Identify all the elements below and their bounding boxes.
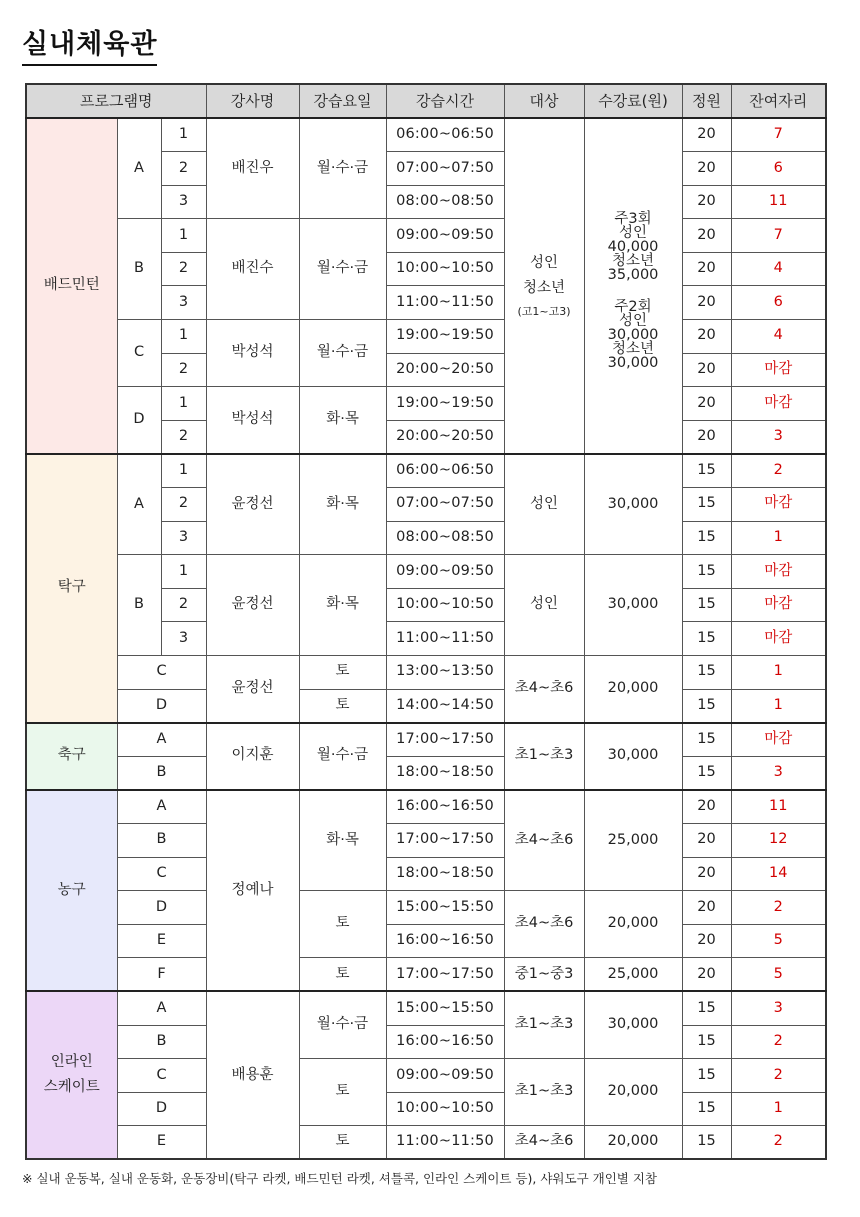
fee-line: 성인 <box>619 312 648 329</box>
schedule-table <box>25 83 827 1160</box>
time: 07:00~07:50 <box>386 488 504 522</box>
class-label: A <box>117 790 206 824</box>
capacity: 20 <box>682 118 731 152</box>
remaining-seats: 1 <box>731 656 826 690</box>
program-name-tabletennis: 탁구 <box>26 454 117 723</box>
class-number: 2 <box>161 420 206 454</box>
class-label: A <box>117 118 161 219</box>
remaining-seats: 마감 <box>731 353 826 387</box>
capacity: 20 <box>682 387 731 421</box>
header-cell: 수강료(원) <box>584 84 682 118</box>
capacity: 20 <box>682 219 731 253</box>
fee-line: 30,000 <box>607 326 659 343</box>
days: 화·목 <box>299 790 386 891</box>
remaining-seats: 2 <box>731 454 826 488</box>
time: 08:00~08:50 <box>386 185 504 219</box>
remaining-seats: 2 <box>731 1059 826 1093</box>
capacity: 15 <box>682 588 731 622</box>
capacity: 20 <box>682 958 731 992</box>
target: 초4~초6 <box>504 656 584 723</box>
program-name-badminton: 배드민턴 <box>26 118 117 454</box>
class-number: 1 <box>161 320 206 354</box>
days: 토 <box>299 689 386 723</box>
fee: 20,000 <box>584 656 682 723</box>
class-number: 1 <box>161 454 206 488</box>
class-label: C <box>117 320 161 387</box>
fee: 20,000 <box>584 891 682 958</box>
class-label: A <box>117 991 206 1025</box>
instructor: 이지훈 <box>206 723 299 790</box>
target: 초4~초6 <box>504 891 584 958</box>
days: 화·목 <box>299 387 386 454</box>
capacity: 15 <box>682 1092 731 1126</box>
fee-line: 30,000 <box>607 354 659 371</box>
days: 월·수·금 <box>299 320 386 387</box>
days: 월·수·금 <box>299 991 386 1058</box>
class-label: F <box>117 958 206 992</box>
capacity: 15 <box>682 622 731 656</box>
time: 10:00~10:50 <box>386 588 504 622</box>
fee-badminton <box>584 118 682 454</box>
header-cell: 잔여자리 <box>731 84 826 118</box>
time: 14:00~14:50 <box>386 689 504 723</box>
fee: 20,000 <box>584 1059 682 1126</box>
capacity: 20 <box>682 152 731 186</box>
remaining-seats: 1 <box>731 521 826 555</box>
capacity: 20 <box>682 320 731 354</box>
time: 10:00~10:50 <box>386 1092 504 1126</box>
fee-line: 청소년 <box>612 252 655 269</box>
capacity: 20 <box>682 823 731 857</box>
days: 월·수·금 <box>299 219 386 320</box>
target: 중1~중3 <box>504 958 584 992</box>
class-number: 2 <box>161 152 206 186</box>
target: 성인 <box>504 555 584 656</box>
class-label: D <box>117 891 206 925</box>
class-number: 1 <box>161 387 206 421</box>
target: 성인 <box>504 454 584 555</box>
remaining-seats: 4 <box>731 320 826 354</box>
time: 06:00~06:50 <box>386 454 504 488</box>
capacity: 15 <box>682 723 731 757</box>
remaining-seats: 14 <box>731 857 826 891</box>
program-name-inline <box>26 991 117 1159</box>
capacity: 20 <box>682 252 731 286</box>
class-number: 2 <box>161 488 206 522</box>
capacity: 15 <box>682 689 731 723</box>
time: 16:00~16:50 <box>386 1025 504 1059</box>
remaining-seats: 1 <box>731 1092 826 1126</box>
time: 09:00~09:50 <box>386 219 504 253</box>
time: 13:00~13:50 <box>386 656 504 690</box>
class-number: 3 <box>161 286 206 320</box>
time: 16:00~16:50 <box>386 924 504 958</box>
remaining-seats: 마감 <box>731 588 826 622</box>
instructor: 정예나 <box>206 790 299 992</box>
remaining-seats: 7 <box>731 118 826 152</box>
remaining-seats: 11 <box>731 790 826 824</box>
time: 18:00~18:50 <box>386 756 504 790</box>
fee-line: 성인 <box>619 224 648 241</box>
time: 19:00~19:50 <box>386 320 504 354</box>
instructor: 배용훈 <box>206 991 299 1159</box>
time: 18:00~18:50 <box>386 857 504 891</box>
time: 11:00~11:50 <box>386 622 504 656</box>
fee: 30,000 <box>584 723 682 790</box>
time: 06:00~06:50 <box>386 118 504 152</box>
instructor: 윤정선 <box>206 555 299 656</box>
capacity: 20 <box>682 790 731 824</box>
program-name-line: 인라인 <box>50 1054 93 1071</box>
days: 토 <box>299 1126 386 1160</box>
fee: 30,000 <box>584 454 682 555</box>
remaining-seats: 2 <box>731 891 826 925</box>
time: 15:00~15:50 <box>386 991 504 1025</box>
time: 08:00~08:50 <box>386 521 504 555</box>
fee: 30,000 <box>584 991 682 1058</box>
time: 11:00~11:50 <box>386 1126 504 1160</box>
class-number: 3 <box>161 185 206 219</box>
target-line: (고1~고3) <box>517 304 571 318</box>
header-cell: 정원 <box>682 84 731 118</box>
days: 화·목 <box>299 454 386 555</box>
target: 초4~초6 <box>504 1126 584 1160</box>
program-name-line: 스케이트 <box>43 1079 100 1096</box>
capacity: 20 <box>682 891 731 925</box>
remaining-seats: 6 <box>731 152 826 186</box>
remaining-seats: 6 <box>731 286 826 320</box>
class-label: E <box>117 1126 206 1160</box>
header-cell: 강사명 <box>206 84 299 118</box>
capacity: 15 <box>682 488 731 522</box>
fee-line: 청소년 <box>612 340 655 357</box>
target: 초1~초3 <box>504 991 584 1058</box>
capacity: 20 <box>682 924 731 958</box>
header-cell: 강습시간 <box>386 84 504 118</box>
instructor: 박성석 <box>206 320 299 387</box>
remaining-seats: 4 <box>731 252 826 286</box>
remaining-seats: 3 <box>731 991 826 1025</box>
remaining-seats: 12 <box>731 823 826 857</box>
capacity: 15 <box>682 991 731 1025</box>
days: 토 <box>299 891 386 958</box>
program-name-soccer: 축구 <box>26 723 117 790</box>
class-label: D <box>117 1092 206 1126</box>
remaining-seats: 3 <box>731 756 826 790</box>
capacity: 20 <box>682 185 731 219</box>
class-label: C <box>117 656 206 690</box>
time: 11:00~11:50 <box>386 286 504 320</box>
days: 월·수·금 <box>299 118 386 219</box>
capacity: 15 <box>682 756 731 790</box>
remaining-seats: 마감 <box>731 555 826 589</box>
instructor: 윤정선 <box>206 656 299 723</box>
header-cell: 대상 <box>504 84 584 118</box>
time: 10:00~10:50 <box>386 252 504 286</box>
class-number: 2 <box>161 353 206 387</box>
remaining-seats: 2 <box>731 1025 826 1059</box>
fee-line: 주3회 <box>614 210 652 227</box>
time: 19:00~19:50 <box>386 387 504 421</box>
days: 토 <box>299 958 386 992</box>
remaining-seats: 마감 <box>731 387 826 421</box>
fee: 25,000 <box>584 790 682 891</box>
remaining-seats: 2 <box>731 1126 826 1160</box>
capacity: 15 <box>682 656 731 690</box>
fee: 25,000 <box>584 958 682 992</box>
time: 17:00~17:50 <box>386 823 504 857</box>
class-number: 3 <box>161 622 206 656</box>
class-label: C <box>117 857 206 891</box>
time: 20:00~20:50 <box>386 420 504 454</box>
remaining-seats: 마감 <box>731 488 826 522</box>
remaining-seats: 마감 <box>731 622 826 656</box>
class-number: 1 <box>161 118 206 152</box>
instructor: 배진우 <box>206 118 299 219</box>
instructor: 박성석 <box>206 387 299 454</box>
time: 09:00~09:50 <box>386 1059 504 1093</box>
capacity: 20 <box>682 353 731 387</box>
fee-line: 40,000 <box>607 238 659 255</box>
time: 17:00~17:50 <box>386 958 504 992</box>
days: 월·수·금 <box>299 723 386 790</box>
program-name-basketball: 농구 <box>26 790 117 992</box>
class-label: B <box>117 756 206 790</box>
fee: 20,000 <box>584 1126 682 1160</box>
capacity: 15 <box>682 1126 731 1160</box>
instructor: 윤정선 <box>206 454 299 555</box>
remaining-seats: 11 <box>731 185 826 219</box>
time: 17:00~17:50 <box>386 723 504 757</box>
class-label: B <box>117 219 161 320</box>
instructor: 배진수 <box>206 219 299 320</box>
capacity: 20 <box>682 286 731 320</box>
fee: 30,000 <box>584 555 682 656</box>
page-title: 실내체육관 <box>22 28 157 66</box>
remaining-seats: 5 <box>731 958 826 992</box>
fee-line: 35,000 <box>607 266 659 283</box>
class-label: A <box>117 723 206 757</box>
time: 16:00~16:50 <box>386 790 504 824</box>
class-label: E <box>117 924 206 958</box>
class-number: 3 <box>161 521 206 555</box>
target-badminton <box>504 118 584 454</box>
header-cell: 강습요일 <box>299 84 386 118</box>
remaining-seats: 1 <box>731 689 826 723</box>
time: 15:00~15:50 <box>386 891 504 925</box>
class-label: B <box>117 555 161 656</box>
target: 초1~초3 <box>504 1059 584 1126</box>
class-label: A <box>117 454 161 555</box>
class-label: B <box>117 1025 206 1059</box>
capacity: 15 <box>682 1059 731 1093</box>
footnote: ※ 실내 운동복, 실내 운동화, 운동장비(탁구 라켓, 배드민턴 라켓, 셔틀콕, 인라인 스케이트 등), 샤워도구 개인별 지참 <box>22 1171 657 1186</box>
time: 20:00~20:50 <box>386 353 504 387</box>
capacity: 15 <box>682 521 731 555</box>
class-number: 1 <box>161 219 206 253</box>
target-line: 청소년 <box>523 280 566 297</box>
target-line: 성인 <box>530 254 559 271</box>
class-label: D <box>117 387 161 454</box>
target: 초1~초3 <box>504 723 584 790</box>
remaining-seats: 3 <box>731 420 826 454</box>
capacity: 15 <box>682 555 731 589</box>
class-number: 1 <box>161 555 206 589</box>
days: 화·목 <box>299 555 386 656</box>
class-label: C <box>117 1059 206 1093</box>
class-number: 2 <box>161 588 206 622</box>
class-number: 2 <box>161 252 206 286</box>
remaining-seats: 마감 <box>731 723 826 757</box>
capacity: 15 <box>682 454 731 488</box>
days: 토 <box>299 656 386 690</box>
capacity: 20 <box>682 857 731 891</box>
time: 07:00~07:50 <box>386 152 504 186</box>
header-program: 프로그램명 <box>26 84 206 118</box>
target: 초4~초6 <box>504 790 584 891</box>
time: 09:00~09:50 <box>386 555 504 589</box>
remaining-seats: 5 <box>731 924 826 958</box>
remaining-seats: 7 <box>731 219 826 253</box>
capacity: 15 <box>682 1025 731 1059</box>
class-label: D <box>117 689 206 723</box>
class-label: B <box>117 823 206 857</box>
fee-line: 주2회 <box>614 298 652 315</box>
capacity: 20 <box>682 420 731 454</box>
days: 토 <box>299 1059 386 1126</box>
